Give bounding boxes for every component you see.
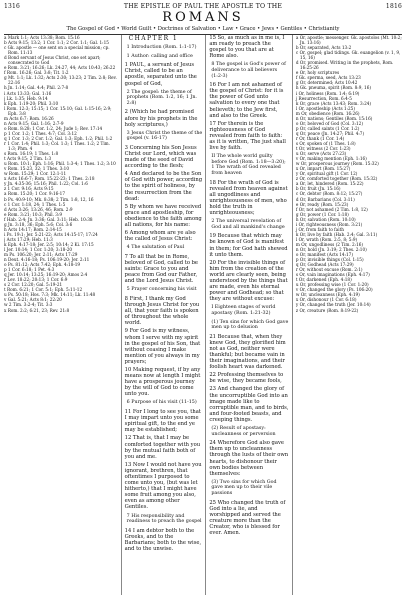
study-note: h Gk. pneuma, spirit (Rom. 8:9, 16) (295, 85, 371, 91)
cross-reference-note: t Rom. 6:21; 1 Cor. 5:1; Eph. 5:11-12 (4, 287, 83, 293)
cross-reference-note: f Hab. 2:4; Jn. 3:36; Gal. 3:11; Heb. 10:38 (4, 216, 93, 222)
cross-reference-note: r 1 Cor. 1:4; Phil. 1:3; Col. 1:3; 1 Thes. 1:2; 2 Tim. 1:3; Phm. 4 (4, 140, 110, 152)
bible-page (4, 2, 402, 598)
cross-reference-note: i Ps. 19:1; Jer. 5:21-22; Acts 14:15-17; 17:24 (4, 231, 98, 237)
cross-reference-note: u Ps. 50:18; Hos. 7:3; Mk. 14:11; Lk. 11:48 (4, 292, 96, 298)
cross-reference-note: f Rom. 16:26; Gal. 3:8; Tit. 1:2 (4, 70, 69, 76)
cross-reference-note: n Acts 9:15; Gal. 1:16; 2:7-9 (4, 120, 64, 126)
study-note: i Or, righteousness (Rom. 3:21) (295, 221, 363, 227)
study-note: b Or, separated, Acts 13:2 (295, 45, 352, 51)
study-note: c Or, debtor (Rom. 8:12; 15:27) (295, 191, 363, 197)
cross-reference-note: r Lev. 18:22; 20:13; 1 Cor. 6:9 (4, 277, 68, 283)
study-note: n Or, hold (Jn. 3:19; 2 Thes. 2:10) (295, 246, 367, 252)
study-note: q Or, Godhead (Acts 17:29) (295, 262, 354, 268)
cross-reference-note: p 1 Cor. 1:2; 1 Thes. 4:7; Col. 3:12 (4, 130, 77, 136)
outline-heading: (1) Ten sins for which God gave men up to delusion (211, 319, 289, 331)
study-note: o Or, beloved of God (Col. 3:12) (295, 120, 363, 126)
outline-heading: I Eighteen stages of world apostasy (Rom. 1:21-32) (211, 305, 276, 316)
outline-heading: 6 Purpose of his visit (11-15) (126, 400, 197, 406)
verse-5: 5 By whom we have received grace and apostleship, for obedience to the faith among all nations, for his name: (124, 203, 202, 229)
study-note: l Or, apostleship (Acts 1:25) (295, 105, 355, 111)
study-note: j Or, from faith to faith (295, 226, 344, 232)
right-notes-column (293, 35, 402, 595)
outline-heading: 8 The gospel is God's power of deliverance to all believers (1:2-3) (211, 62, 286, 79)
study-note: r Or, without excuse (Rom. 2:1) (295, 267, 363, 273)
cross-reference-note: c 1 Cor. 1:18, 24; 1 Thes. 1:5 (4, 201, 66, 207)
verse-14: 14 I am debtor both to the Greeks, and to the Barbarians; both to the wise, and to the unwise. (124, 527, 202, 553)
cross-reference-note: s Rom. 16:19; 1 Thes. 1:8 (4, 151, 59, 157)
cross-reference-note: g Jn. 3:18, 36; Eph. 5:6; Col. 3:6 (4, 221, 73, 227)
verse-1: 1 PAUL, a servant of Jesus Christ, called to be an apostle, separated unto the gospel of God, (124, 62, 197, 87)
verse-15: 15 So, as much as in me is, I am ready to preach the gospel to you that are at Rome also. (209, 35, 285, 60)
study-note: s Or, spoken of (1 Thes. 1:8) (295, 140, 356, 146)
cross-reference-note: j Acts 17:29; Heb. 11:3 (4, 236, 53, 242)
study-note: q Or, peace (Jn. 14:27; Phil. 4:7) (295, 130, 365, 136)
verse-7: 7 To all that be in Rome, beloved of God, called to be saints: Grace to you and peace from God our Father, and the Lord Jesus Christ. (124, 253, 198, 285)
columns (4, 35, 402, 595)
verse-9: 9 For God is my witness, whom I serve with my spirit in the gospel of his Son, that without ceasing I make mention of you always in my prayers; (124, 328, 201, 365)
verse-18: 18 For the wrath of God is revealed from heaven against all ungodliness and unrighteousness of men, who hold the truth in unrighteousness; (209, 179, 288, 217)
verse-22: 22 Professing themselves to be wise, they became fools, (209, 372, 284, 385)
outline-heading: 1 Introduction (Rom. 1:1-17) (126, 45, 197, 51)
cross-reference-note: w 2 Tim. 3:2-4; Tit. 3:3 (4, 302, 53, 308)
cross-reference-note: i Acts 13:33; Gal. 1:16 (4, 90, 52, 96)
cross-reference-note: y Jn. 4:35-36; 15:16; Phil. 1:22; Col. 1:6 (4, 181, 88, 187)
study-note: e Or, ready (Rom. 15:23) (295, 201, 349, 207)
cross-reference-note: a Mark 1:1; Acts 13:38; Rom. 15:16 (4, 35, 80, 40)
cross-reference-note: h Acts 14:17; Rom. 2:14-15 (4, 226, 62, 232)
cross-reference-note: x Acts 16:6-7; Rom. 15:22-23; 1 Thes. 2:18 (4, 176, 95, 182)
cross-reference-note: b Ps. 40:9-10; Mk. 8:38; 2 Tim. 1:8, 12, 16 (4, 196, 94, 202)
verse-2: 2 (Which he had promised afore by his prophets in the holy scriptures,) (124, 109, 198, 128)
cross-reference-note: d Bond servant of Jesus Christ, one set apart; consecrated to God (4, 55, 101, 66)
cross-reference-note: j Lk. 1:35; Heb. 9:14 (4, 95, 48, 101)
outline-heading: 2 The gospel: the theme of prophets (Rom. 1:2, 16; 1 Jn. 2:8) (126, 89, 197, 106)
cross-reference-note: v Gal. 5:21; Acts 8:1; 22:20 (4, 297, 62, 303)
study-note: a Or, apostle; messenger. Gk. apostolos (Mt. 10:2; Jn. 13:16) (295, 35, 402, 46)
running-title: THE EPISTLE OF PAUL THE APOSTLE TO THE (123, 3, 283, 10)
study-note: j Resurrection, Rom. 6:4-5 (295, 95, 352, 101)
outline-heading: 2 The universal revelation of God and all mankind's change (211, 219, 285, 230)
study-note: u Or, professing wise (1 Cor. 1:20) (295, 282, 369, 288)
study-note: n Or, nations; Gentiles (Rom. 15:16) (295, 115, 373, 121)
verse-13: 13 Now I would not have you ignorant, brethren, that oftentimes I purposed to come unto you, (but was let hitherto,) that I might have some fruit among you also, even as among other Gentiles. (124, 461, 202, 511)
cross-reference-note: o Ps. 81:12; Acts 7:42; Eph. 4:18-19 (4, 262, 81, 268)
cross-reference-note: e Rom. 3:21; 16:26; Lk. 24:27, 44; Acts 10:43; 26:22 (4, 65, 116, 71)
cross-reference-note: u Rom. 10:1; Eph. 1:16; Phil. 1:3-4; 1 Thes. 1:2; 3:10 (4, 161, 116, 167)
verse-25: 25 Who changed the truth of God into a lie, and worshipped and served the creature more than the Creator, who is blessed for ever. Amen. (209, 499, 286, 537)
study-note: b Or, fruit (Jn. 15:16) (295, 186, 341, 192)
cross-reference-note: l Jer. 10:14; 1 Cor. 1:20; 3:18-20 (4, 246, 73, 252)
study-note: s Or, vain imaginations (Eph. 4:17) (295, 272, 370, 278)
verse-4: 4 And declared to be the Son of God with power, according to the spirit of holiness, by the resurrection from the dead: (124, 171, 203, 202)
cross-reference-note: l Rom. 12:3; 15:15; 1 Cor. 15:10; Gal. 1:15-16; 2:9; Eph. 3:8 (4, 105, 112, 116)
outline-heading: (3) Two sins for which God gave men up to their vile passions (211, 479, 277, 496)
verse-19: 19 Because that which may be known of God is manifest in them; for God hath shewed it unto them. (209, 233, 288, 258)
study-note: p Or, called saints (1 Cor. 1:2) (295, 125, 360, 131)
study-note: d Or, promised. Writing in the prophets, Rom. 16:25-26 (295, 60, 394, 71)
book-title: ROMANS (162, 10, 244, 25)
study-note: f Or, not ashamed (2 Tim. 1:8, 12) (295, 206, 368, 212)
cross-reference-note: w Rom. 15:29; 1 Cor. 12:1-11 (4, 171, 67, 177)
study-note: i Or, holiness (Rom. 1:4; 6:19) (295, 90, 360, 96)
study-note: g Or, power (1 Cor. 1:18) (295, 211, 349, 217)
study-note: c Or, gospel; glad tidings. Gk. euangelion (v. 1, 9, 15, 16) (295, 50, 401, 61)
study-note: z Or, creature (Rom. 8:19-22) (295, 307, 359, 313)
cross-reference-note: c Gk. apostle — one sent on a special mission; cp. Rom. 11:13 (4, 45, 110, 56)
outline-heading: 1 Author: calling and office (126, 53, 193, 59)
study-note: x Or, dishonour (1 Cor. 6:18) (295, 297, 357, 303)
cross-reference-note: d Acts 3:26; 13:26, 46; Rom. 2:9 (4, 206, 73, 212)
study-note: l Or, wrath (Rom. 2:5, 8; 5:9) (295, 236, 358, 242)
cross-reference-note: q 1 Cor. 1:3; 2 Cor. 1:2; Gal. 1:3; Eph. 1:2; Phil. 1:2 (4, 135, 113, 141)
cross-reference-note: v Rom. 15:23, 32; 1 Thes. 3:10 (4, 166, 69, 172)
outline-heading: II The whole world guilty before God (Rom. 1:18—3:20); 1 The wrath of God revealed from heaven (211, 154, 286, 176)
cross-reference-note: q Jer. 10:14; 13:25; 16:19-20; Amos 2:4 (4, 272, 88, 278)
study-note: o Or, manifest (Acts 14:17) (295, 252, 353, 258)
cross-reference-note: s 2 Cor. 12:20; Gal. 5:19-21 (4, 282, 63, 288)
running-header (4, 2, 402, 10)
verse-23: 23 And changed the glory of the uncorruptible God into an image made like to corruptible man, and to birds, and four-footed beasts, and creeping things. (209, 386, 289, 423)
study-note: y Or, spiritual gift (1 Cor. 12) (295, 171, 358, 177)
page-number-right: 1816 (385, 3, 402, 10)
study-note: a Or, let, hindered (Rom. 15:22) (295, 181, 364, 187)
study-note: p Or, invisible things (Col. 1:15) (295, 257, 364, 263)
cross-reference-note: b Acts 9:15; 13:2; 1 Cor. 1:1; 2 Cor. 1:1; Gal. 1:15 (4, 40, 109, 46)
cross-reference-note: k Eph. 1:19-20; Phil. 3:10 (4, 100, 59, 106)
verse-11: 11 For I long to see you, that I may impart unto you some spiritual gift, to the end ye may be established; (124, 409, 201, 434)
verse-6: 6 Among whom are ye also the called of Jesus Christ: (124, 230, 196, 243)
verse-16: 16 For I am not ashamed of the gospel of Christ: for it is the power of God unto salvation to every one that believeth; to the Jew first, and also to the Greek. (209, 82, 284, 119)
study-note: g Or, determined; Acts 10:42 (295, 80, 358, 86)
study-note: f Gk. sperma, seed, Acts 13:23 (295, 75, 361, 81)
cross-reference-note: a Rom. 15:20; 1 Cor. 9:16-17 (4, 191, 66, 197)
verse-20: 20 For the invisible things of him from the creation of the world are clearly seen, being understood by the things that are made, even his eternal power and Godhead; so that they are without excuse: (209, 259, 288, 303)
outline-heading: (2) Result of apostasy: uncleanness or perversion (211, 426, 276, 437)
cross-reference-note: e Rom. 3:21; 10:3; Phil. 3:9 (4, 211, 63, 217)
verse-10: 10 Making request, if by any means now at length I might have a prosperous journey by the will of God to come unto you. (124, 367, 201, 398)
study-note: v Or, changed the glory (Ps. 106:20) (295, 287, 373, 293)
study-note: y Or, changed the truth (Jer. 10:14) (295, 302, 371, 308)
verse-12: 12 That is, that I may be comforted together with you by the mutual faith both of you and me. (124, 435, 201, 460)
cross-reference-note: g Mt. 1:1; Lk. 1:32; Acts 2:30; 13:23; 2 Tim. 2:8; Rev. 22:16 (4, 75, 117, 86)
cross-reference-note: x Rom. 2:2; 6:21, 23; Rev. 21:8 (4, 307, 70, 313)
study-note: w Or, uncleanness (Eph. 4:19) (295, 292, 360, 298)
chapter-heading: CHAPTER 1 (128, 35, 179, 42)
outline-heading: 3 Jesus Christ the theme of the gospel (v. 16-17) (126, 130, 203, 142)
verse-8: 8 First, I thank my God through Jesus Christ for you all, that your faith is spoken of throughout the whole world. (124, 295, 200, 327)
study-note: k Or, grace (Acts 13:43; Rom. 3:24) (295, 100, 372, 106)
study-note: m Or, ungodliness (2 Tim. 2:16) (295, 241, 364, 247)
cross-reference-note: n Deut. 4:16-18; Ps. 106:19-20; Jer. 2:11 (4, 257, 90, 263)
cross-reference-note: o Rom. 8:28; 1 Cor. 1:2, 24; Jude 1; Rev. 17:14 (4, 125, 103, 131)
study-note: t Or, witness (2 Cor. 1:23) (295, 146, 351, 152)
scripture-column-1 (122, 35, 207, 595)
outline-heading: 7 His responsibility and readiness to preach the gospel (126, 513, 202, 525)
cross-reference-note: p 1 Cor. 6:18; 1 Pet. 4:3 (4, 267, 55, 273)
outline-heading: 4 The salutation of Paul (126, 245, 185, 251)
cross-reference-note: z 1 Cor. 9:16; Acts 9:15 (4, 186, 54, 192)
left-reference-column (4, 35, 122, 595)
study-note: x Or, impart (Rom. 15:27) (295, 166, 351, 172)
verse-3: 3 Concerning his Son Jesus Christ our Lord, which was made of the seed of David according to the flesh; (124, 144, 197, 170)
study-note: d Or, Barbarians (Col. 3:11) (295, 196, 355, 202)
study-note: k Or, live by faith (Hab. 2:4; Gal. 3:11) (295, 231, 378, 237)
scripture-column-2 (206, 35, 293, 595)
cross-reference-note: m Acts 6:7; Rom. 16:26 (4, 115, 54, 121)
study-note: w Or, prosperous journey (Rom. 15:32) (295, 161, 379, 167)
study-note: z Or, comforted together (Rom. 15:32) (295, 176, 378, 182)
cross-reference-note: h Jn. 1:14; Gal. 4:4; Phil. 2:7-8 (4, 85, 69, 91)
study-note: h Or, salvation (Rom. 10:10) (295, 216, 356, 222)
study-note: e Or, holy scriptures (295, 70, 340, 76)
cross-reference-note: m Ps. 106:20; Jer. 2:11; Acts 17:29 (4, 252, 78, 258)
study-note: r Or, thank (1 Cor. 1:4) (295, 135, 345, 141)
study-note: u Or, serve (Acts 27:23) (295, 151, 347, 157)
verse-24: 24 Wherefore God also gave them up to uncleanness through the lusts of their own hearts, to dishonour their own bodies between themselves: (209, 440, 289, 477)
page-number-left: 1316 (4, 3, 21, 10)
cross-reference-note: k Eph. 4:17-18; Jer. 2:5; 10:14; 2 Ki. 17:15 (4, 241, 94, 247)
study-note: t Or, darkened (Eph. 4:18) (295, 277, 352, 283)
study-note: m Or, obedience (Rom. 16:26) (295, 110, 360, 116)
verse-21: 21 Because that, when they knew God, they glorified him not as God, neither were thankful; but became vain in their imaginations, and their foolish heart was darkened. (209, 333, 286, 371)
topics-line: The Gospel of God • World Guilt • Doctrines of Salvation • Law • Grace • Jews • Gentiles • Christianity (4, 25, 402, 35)
outline-heading: 5 Prayer concerning his visit (126, 287, 197, 293)
verse-17: 17 For therein is the righteousness of God revealed from faith to faith: as it is written, The just shall live by faith. (209, 120, 286, 152)
cross-reference-note: t Acts 9:15; 2 Tim. 1:3 (4, 156, 52, 162)
study-note: v Or, making mention (Eph. 1:16) (295, 156, 367, 162)
